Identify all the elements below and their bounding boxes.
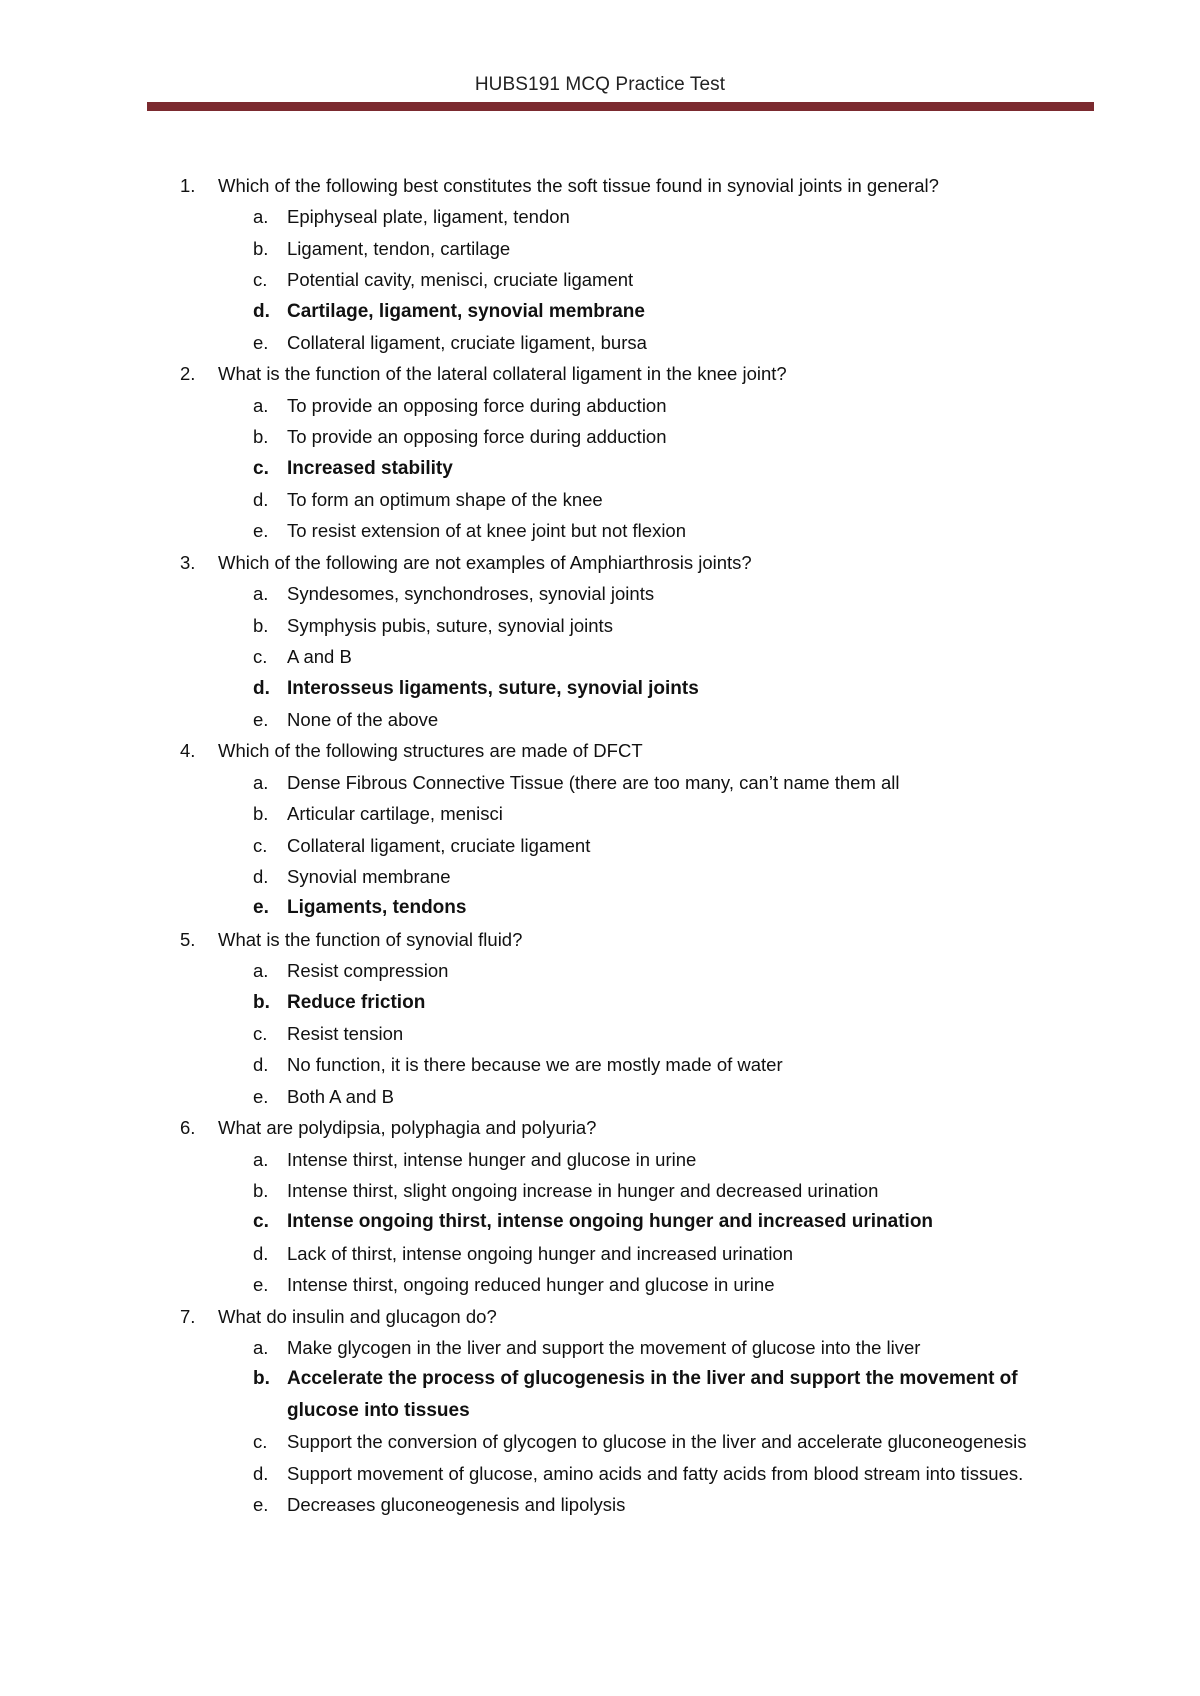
question-number: 6.	[180, 1117, 196, 1139]
option-text: Interosseus ligaments, suture, synovial joints	[287, 677, 699, 699]
option-text: Potential cavity, menisci, cruciate ligament	[287, 269, 634, 291]
option-4e	[253, 892, 1060, 923]
option-6a	[253, 1144, 1060, 1175]
option-letter: e.	[253, 1494, 269, 1516]
option-text: Synovial membrane	[287, 865, 451, 887]
question-6	[180, 1112, 1060, 1300]
option-text: Syndesomes, synchondroses, synovial joints	[287, 583, 655, 605]
option-3c	[253, 641, 1060, 672]
option-text: Support the conversion of glycogen to glucose in the liver and accelerate gluconeogenesis	[287, 1431, 1027, 1453]
option-text: Collateral ligament, cruciate ligament, bursa	[287, 332, 647, 354]
option-text: Epiphyseal plate, ligament, tendon	[287, 206, 570, 228]
option-letter: d.	[253, 489, 269, 511]
question-number: 5.	[180, 928, 196, 950]
option-text: To provide an opposing force during adduction	[287, 426, 667, 448]
option-letter: c.	[253, 834, 268, 856]
option-text: Collateral ligament, cruciate ligament	[287, 834, 591, 856]
option-text: Articular cartilage, menisci	[287, 803, 503, 825]
option-6c	[253, 1206, 1060, 1237]
option-text: Resist compression	[287, 960, 449, 982]
question-number: 1.	[180, 175, 196, 196]
option-letter: a.	[253, 206, 269, 228]
option-letter: b.	[253, 1180, 269, 1201]
option-3b	[253, 610, 1060, 641]
question-text: What do insulin and glucagon do?	[218, 1305, 497, 1327]
question-text: What is the function of synovial fluid?	[218, 928, 523, 950]
option-2c	[253, 453, 1060, 484]
option-text: Both A and B	[287, 1085, 394, 1107]
option-text: To form an optimum shape of the knee	[287, 489, 603, 511]
option-7e	[253, 1489, 1060, 1520]
option-1d	[253, 296, 1060, 327]
option-letter: c.	[253, 646, 268, 668]
option-letter: d.	[253, 1242, 269, 1264]
option-text: Intense ongoing thirst, intense ongoing hunger and increased urination	[287, 1211, 934, 1233]
option-5e	[253, 1081, 1060, 1112]
header-rule	[147, 102, 1094, 111]
option-text: Intense thirst, slight ongoing increase in hunger and decreased urination	[287, 1180, 879, 1201]
question-text: Which of the following best constitutes the soft tissue found in synovial joints in general?	[218, 175, 939, 196]
option-7c	[253, 1426, 1060, 1457]
option-letter: e.	[253, 332, 269, 354]
option-letter: b.	[253, 991, 270, 1013]
option-letter: b.	[253, 614, 269, 636]
question-5	[180, 924, 1060, 1112]
option-5b	[253, 987, 1060, 1018]
option-letter: b.	[253, 237, 269, 259]
option-list	[180, 955, 1060, 1112]
option-7b	[253, 1363, 1060, 1426]
option-text: Make glycogen in the liver and support the movement of glucose into the liver	[287, 1337, 921, 1359]
question-2	[180, 358, 1060, 546]
option-letter: c.	[253, 1022, 268, 1044]
option-letter: d.	[253, 300, 270, 322]
option-6e	[253, 1269, 1060, 1300]
option-text: Lack of thirst, intense ongoing hunger and increased urination	[287, 1242, 794, 1264]
option-text: Increased stability	[287, 457, 453, 479]
option-list	[180, 201, 1060, 358]
question-number: 7.	[180, 1305, 196, 1327]
option-list	[180, 1144, 1060, 1301]
option-text: Symphysis pubis, suture, synovial joints	[287, 614, 613, 636]
question-7	[180, 1301, 1060, 1521]
question-list	[180, 170, 1060, 1520]
option-7d	[253, 1458, 1060, 1489]
option-text: Intense thirst, intense hunger and glucose in urine	[287, 1148, 697, 1170]
option-3d	[253, 673, 1060, 704]
option-list	[180, 390, 1060, 547]
option-text: None of the above	[287, 708, 439, 730]
option-letter: e.	[253, 1085, 269, 1107]
option-text: Ligaments, tendons	[287, 897, 467, 919]
question-text: What are polydipsia, polyphagia and polyuria?	[218, 1117, 597, 1139]
option-text: Ligament, tendon, cartilage	[287, 237, 511, 259]
option-letter: b.	[253, 426, 269, 448]
option-text: Reduce friction	[287, 991, 426, 1013]
option-letter: a.	[253, 394, 269, 416]
option-letter: e.	[253, 897, 269, 919]
option-text: Intense thirst, ongoing reduced hunger and glucose in urine	[287, 1274, 775, 1296]
option-5a	[253, 955, 1060, 986]
option-2e	[253, 515, 1060, 546]
option-letter: d.	[253, 1054, 269, 1076]
option-letter: a.	[253, 1337, 269, 1359]
option-1b	[253, 233, 1060, 264]
question-number: 2.	[180, 363, 196, 385]
option-5d	[253, 1049, 1060, 1080]
option-3e	[253, 704, 1060, 735]
option-2a	[253, 390, 1060, 421]
option-letter: a.	[253, 1148, 269, 1170]
option-letter: d.	[253, 865, 269, 887]
option-6b	[253, 1175, 1060, 1206]
option-4b	[253, 798, 1060, 829]
option-letter: c.	[253, 457, 269, 479]
option-text: Resist tension	[287, 1022, 404, 1044]
option-letter: d.	[253, 1462, 269, 1484]
option-4d	[253, 861, 1060, 892]
option-letter: c.	[253, 1211, 269, 1233]
option-text: To resist extension of at knee joint but not flexion	[287, 520, 687, 542]
option-letter: e.	[253, 1274, 269, 1296]
question-1	[180, 170, 1060, 358]
option-letter: c.	[253, 269, 268, 291]
question-text: What is the function of the lateral collateral ligament in the knee joint?	[218, 363, 787, 385]
option-text: Accelerate the process of glucogenesis in the liver and support the movement of glucose into tissues	[287, 1368, 1018, 1421]
option-text: Cartilage, ligament, synovial membrane	[287, 300, 645, 322]
option-text: Support movement of glucose, amino acids and fatty acids from blood stream into tissues.	[287, 1462, 1024, 1484]
option-text: No function, it is there because we are mostly made of water	[287, 1054, 783, 1076]
option-letter: e.	[253, 708, 269, 730]
option-letter: a.	[253, 771, 269, 793]
option-5c	[253, 1018, 1060, 1049]
question-3	[180, 547, 1060, 735]
option-7a	[253, 1332, 1060, 1363]
question-text: Which of the following are not examples of Amphiarthrosis joints?	[218, 551, 752, 573]
question-text: Which of the following structures are made of DFCT	[218, 740, 643, 762]
option-letter: a.	[253, 583, 269, 605]
option-4c	[253, 830, 1060, 861]
option-2b	[253, 421, 1060, 452]
option-letter: d.	[253, 677, 270, 699]
question-number: 3.	[180, 551, 196, 573]
option-1a	[253, 201, 1060, 232]
option-4a	[253, 767, 1060, 798]
option-letter: b.	[253, 1368, 270, 1390]
option-1e	[253, 327, 1060, 358]
option-3a	[253, 578, 1060, 609]
question-4	[180, 735, 1060, 923]
option-1c	[253, 264, 1060, 295]
option-text: A and B	[287, 646, 352, 668]
question-number: 4.	[180, 740, 196, 762]
option-letter: b.	[253, 803, 269, 825]
option-list	[180, 767, 1060, 924]
option-text: Decreases gluconeogenesis and lipolysis	[287, 1494, 626, 1516]
option-list	[180, 578, 1060, 735]
page-header-title: HUBS191 MCQ Practice Test	[474, 74, 726, 95]
option-text: To provide an opposing force during abduction	[287, 394, 667, 416]
option-list	[180, 1332, 1060, 1520]
option-text: Dense Fibrous Connective Tissue (there are too many, can’t name them all	[287, 771, 900, 793]
option-letter: e.	[253, 520, 269, 542]
option-letter: c.	[253, 1431, 268, 1453]
option-2d	[253, 484, 1060, 515]
option-letter: a.	[253, 960, 269, 982]
option-6d	[253, 1238, 1060, 1269]
